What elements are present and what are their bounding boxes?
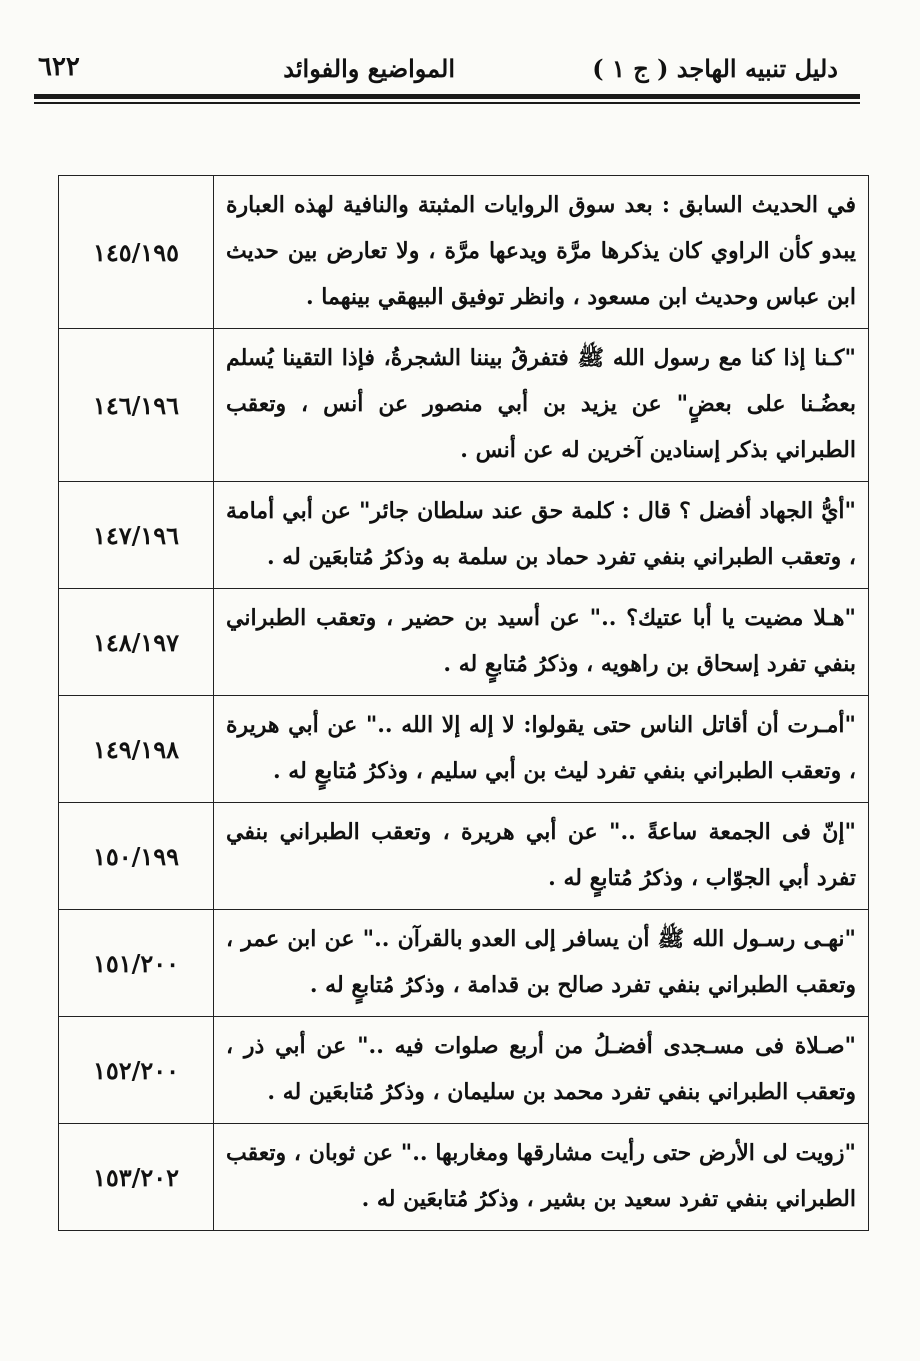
table-row bbox=[59, 910, 869, 1017]
table-row bbox=[59, 482, 869, 589]
references-table bbox=[58, 175, 869, 1231]
row-description: "زويت لى الأرض حتى رأيت مشارقها ومغاربها .." عن ثوبان ، وتعقب الطبراني بنفي تفرد سعيد بن بشير ، وذكرُ مُتابعَين له . bbox=[214, 1124, 869, 1231]
row-description: "صـلاة فى مسـجدى أفضـلُ من أربع صلوات فيه .." عن أبي ذر ، وتعقب الطبراني بنفي تفرد محمد بن سليمان ، وذكرُ مُتابعَين له . bbox=[214, 1017, 869, 1124]
section-title: المواضيع والفوائد bbox=[283, 54, 455, 83]
row-reference: ١٥٠/١٩٩ bbox=[59, 803, 214, 910]
table-row bbox=[59, 329, 869, 482]
row-description: "نهـى رسـول الله ﷺ أن يسافر إلى العدو بالقرآن .." عن ابن عمر ، وتعقب الطبراني بنفي تفرد صالح بن قدامة ، وذكرُ مُتابعٍ له . bbox=[214, 910, 869, 1017]
table-row bbox=[59, 1017, 869, 1124]
header-rule-thin bbox=[34, 102, 860, 104]
row-description: "أيُّ الجهاد أفضل ؟ قال : كلمة حق عند سلطان جائر" عن أبي أمامة ، وتعقب الطبراني بنفي تفرد حماد بن سلمة به وذكرُ مُتابعَين له . bbox=[214, 482, 869, 589]
row-reference: ١٥١/٢٠٠ bbox=[59, 910, 214, 1017]
row-reference: ١٤٥/١٩٥ bbox=[59, 176, 214, 329]
row-reference: ١٥٢/٢٠٠ bbox=[59, 1017, 214, 1124]
table-row bbox=[59, 803, 869, 910]
row-description: "هـلا مضيت يا أبا عتيك؟ .." عن أسيد بن حضير ، وتعقب الطبراني بنفي تفرد إسحاق بن راهويه ، وذكرُ مُتابعٍ له . bbox=[214, 589, 869, 696]
row-description: "إنّ فى الجمعة ساعةً .." عن أبي هريرة ، وتعقب الطبراني بنفي تفرد أبي الجوّاب ، وذكرُ مُتابعٍ له . bbox=[214, 803, 869, 910]
row-description: "أمـرت أن أقاتل الناس حتى يقولوا: لا إله إلا الله .." عن أبي هريرة ، وتعقب الطبراني بنفي تفرد ليث بن أبي سليم ، وذكرُ مُتابعٍ له . bbox=[214, 696, 869, 803]
page-number: ٦٢٢ bbox=[38, 52, 80, 82]
header-rule-thick bbox=[34, 94, 860, 99]
row-reference: ١٤٨/١٩٧ bbox=[59, 589, 214, 696]
table-row bbox=[59, 589, 869, 696]
row-description: "كـنا إذا كنا مع رسول الله ﷺ فتفرقُ بيننا الشجرةُ، فإذا التقينا يُسلم بعضُـنا على بعضٍ" عن يزيد بن أبي منصور عن أنس ، وتعقب الطبراني بذكر إسنادين آخرين له عن أنس . bbox=[214, 329, 869, 482]
row-reference: ١٥٣/٢٠٢ bbox=[59, 1124, 214, 1231]
row-description: في الحديث السابق : بعد سوق الروايات المثبتة والنافية لهذه العبارة يبدو كأن الراوي كان يذكرها مرَّة ويدعها مرَّة ، ولا تعارض بين حديث ابن عباس وحديث ابن مسعود ، وانظر توفيق البيهقي بينهما . bbox=[214, 176, 869, 329]
page-header bbox=[24, 48, 860, 88]
table-row bbox=[59, 176, 869, 329]
row-reference: ١٤٧/١٩٦ bbox=[59, 482, 214, 589]
book-title: دليل تنبيه الهاجد ( ج ١ ) bbox=[592, 54, 838, 83]
table-row bbox=[59, 1124, 869, 1231]
row-reference: ١٤٩/١٩٨ bbox=[59, 696, 214, 803]
table-row bbox=[59, 696, 869, 803]
row-reference: ١٤٦/١٩٦ bbox=[59, 329, 214, 482]
